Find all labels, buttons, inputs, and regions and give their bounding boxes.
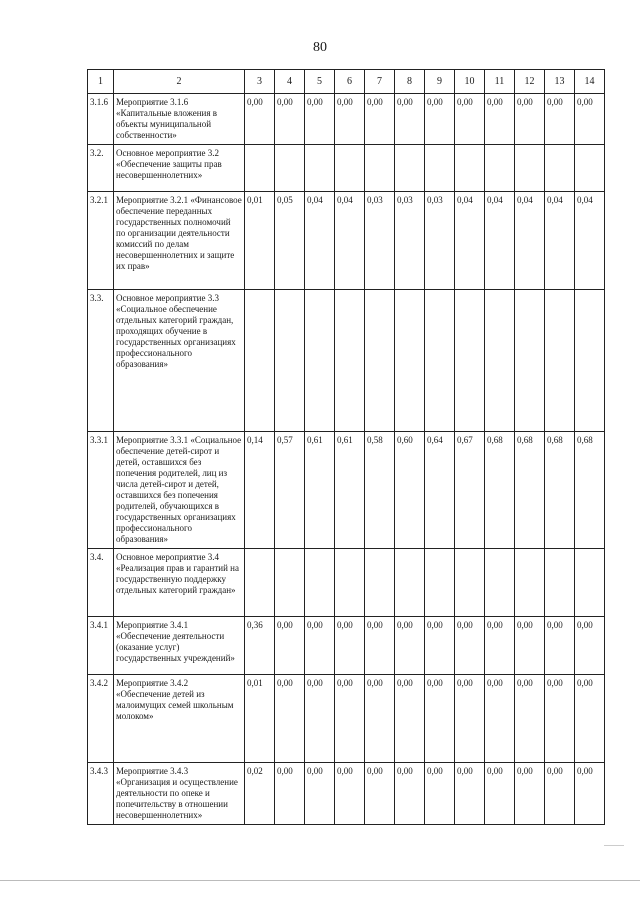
value-cell: 0,04 bbox=[485, 192, 515, 290]
header-cell: 4 bbox=[275, 70, 305, 94]
value-cell bbox=[275, 290, 305, 432]
value-cell: 0,60 bbox=[395, 432, 425, 549]
value-cell: 0,00 bbox=[575, 617, 605, 675]
value-cell bbox=[395, 290, 425, 432]
value-cell: 0,14 bbox=[245, 432, 275, 549]
value-cell: 0,68 bbox=[485, 432, 515, 549]
row-number: 3.3.1 bbox=[88, 432, 114, 549]
activity-name: Мероприятие 3.2.1 «Финансовое обеспечение переданных государственных полномочий по организации деятельности комиссий по делам несовершеннолетних и защите их прав» bbox=[114, 192, 245, 290]
value-cell: 0,00 bbox=[305, 763, 335, 825]
value-cell bbox=[395, 145, 425, 192]
value-cell bbox=[485, 145, 515, 192]
header-cell: 11 bbox=[485, 70, 515, 94]
value-cell: 0,00 bbox=[335, 94, 365, 145]
page-number: 80 bbox=[313, 40, 327, 55]
value-cell: 0,01 bbox=[245, 675, 275, 763]
value-cell: 0,00 bbox=[365, 675, 395, 763]
value-cell bbox=[515, 145, 545, 192]
value-cell: 0,01 bbox=[245, 192, 275, 290]
activity-name: Мероприятие 3.4.2 «Обеспечение детей из малоимущих семей школьным молоком» bbox=[114, 675, 245, 763]
activity-name: Мероприятие 3.4.3 «Организация и осуществление деятельности по опеке и попечительству в отношении несовершеннолетних» bbox=[114, 763, 245, 825]
value-cell: 0,00 bbox=[335, 763, 365, 825]
value-cell bbox=[275, 145, 305, 192]
value-cell: 0,58 bbox=[365, 432, 395, 549]
value-cell: 0,00 bbox=[275, 94, 305, 145]
value-cell: 0,00 bbox=[455, 763, 485, 825]
value-cell bbox=[335, 549, 365, 617]
header-cell: 10 bbox=[455, 70, 485, 94]
header-cell: 14 bbox=[575, 70, 605, 94]
table-row bbox=[88, 549, 605, 617]
value-cell bbox=[245, 290, 275, 432]
value-cell: 0,00 bbox=[485, 763, 515, 825]
value-cell bbox=[275, 549, 305, 617]
value-cell bbox=[245, 145, 275, 192]
value-cell: 0,00 bbox=[335, 675, 365, 763]
value-cell bbox=[365, 290, 395, 432]
value-cell: 0,68 bbox=[575, 432, 605, 549]
value-cell bbox=[425, 549, 455, 617]
header-cell: 7 bbox=[365, 70, 395, 94]
value-cell: 0,00 bbox=[515, 94, 545, 145]
value-cell: 0,00 bbox=[515, 763, 545, 825]
value-cell: 0,00 bbox=[365, 617, 395, 675]
value-cell: 0,00 bbox=[275, 617, 305, 675]
row-number: 3.2.1 bbox=[88, 192, 114, 290]
header-cell: 6 bbox=[335, 70, 365, 94]
value-cell bbox=[455, 290, 485, 432]
header-cell: 12 bbox=[515, 70, 545, 94]
value-cell: 0,64 bbox=[425, 432, 455, 549]
value-cell bbox=[335, 145, 365, 192]
value-cell: 0,03 bbox=[365, 192, 395, 290]
table-row bbox=[88, 763, 605, 825]
value-cell bbox=[575, 549, 605, 617]
value-cell bbox=[365, 549, 395, 617]
header-cell: 13 bbox=[545, 70, 575, 94]
value-cell: 0,00 bbox=[305, 94, 335, 145]
value-cell: 0,00 bbox=[515, 675, 545, 763]
value-cell: 0,68 bbox=[515, 432, 545, 549]
value-cell: 0,04 bbox=[515, 192, 545, 290]
value-cell bbox=[335, 290, 365, 432]
value-cell bbox=[455, 145, 485, 192]
value-cell: 0,05 bbox=[275, 192, 305, 290]
value-cell: 0,00 bbox=[395, 94, 425, 145]
row-number: 3.2. bbox=[88, 145, 114, 192]
value-cell bbox=[395, 549, 425, 617]
scan-artifact-line bbox=[0, 880, 640, 881]
row-number: 3.4.3 bbox=[88, 763, 114, 825]
value-cell: 0,00 bbox=[575, 763, 605, 825]
value-cell: 0,00 bbox=[425, 617, 455, 675]
value-cell: 0,00 bbox=[545, 94, 575, 145]
table-row bbox=[88, 145, 605, 192]
value-cell: 0,00 bbox=[395, 675, 425, 763]
value-cell: 0,61 bbox=[305, 432, 335, 549]
value-cell bbox=[545, 290, 575, 432]
budget-table bbox=[87, 69, 605, 825]
table-row bbox=[88, 94, 605, 145]
value-cell: 0,03 bbox=[395, 192, 425, 290]
table-row bbox=[88, 617, 605, 675]
value-cell: 0,00 bbox=[395, 763, 425, 825]
activity-name: Основное мероприятие 3.4 «Реализация прав и гарантий на государственную поддержку отдельных категорий граждан» bbox=[114, 549, 245, 617]
value-cell bbox=[305, 145, 335, 192]
value-cell: 0,04 bbox=[335, 192, 365, 290]
value-cell: 0,00 bbox=[395, 617, 425, 675]
value-cell: 0,03 bbox=[425, 192, 455, 290]
value-cell: 0,36 bbox=[245, 617, 275, 675]
value-cell: 0,57 bbox=[275, 432, 305, 549]
activity-name: Основное мероприятие 3.2 «Обеспечение защиты прав несовершеннолетних» bbox=[114, 145, 245, 192]
value-cell: 0,67 bbox=[455, 432, 485, 549]
value-cell bbox=[545, 145, 575, 192]
value-cell: 0,00 bbox=[245, 94, 275, 145]
value-cell: 0,00 bbox=[305, 675, 335, 763]
row-number: 3.4.1 bbox=[88, 617, 114, 675]
activity-name: Мероприятие 3.3.1 «Социальное обеспечение детей-сирот и детей, оставшихся без попечения родителей, лиц из числа детей-сирот и детей, оставшихся без попечения родителей, обучающихся в государственных организациях профессионального образования» bbox=[114, 432, 245, 549]
header-cell: 2 bbox=[114, 70, 245, 94]
header-cell: 8 bbox=[395, 70, 425, 94]
value-cell bbox=[365, 145, 395, 192]
value-cell: 0,00 bbox=[485, 617, 515, 675]
value-cell: 0,00 bbox=[485, 94, 515, 145]
value-cell bbox=[575, 290, 605, 432]
value-cell: 0,04 bbox=[575, 192, 605, 290]
value-cell: 0,00 bbox=[455, 94, 485, 145]
header-cell: 1 bbox=[88, 70, 114, 94]
value-cell: 0,61 bbox=[335, 432, 365, 549]
table-row bbox=[88, 432, 605, 549]
value-cell: 0,00 bbox=[425, 763, 455, 825]
row-number: 3.3. bbox=[88, 290, 114, 432]
value-cell: 0,00 bbox=[275, 763, 305, 825]
activity-name: Основное мероприятие 3.3 «Социальное обеспечение отдельных категорий граждан, проходящих обучение в государственных организациях профессионального образования» bbox=[114, 290, 245, 432]
table-row bbox=[88, 290, 605, 432]
value-cell: 0,00 bbox=[335, 617, 365, 675]
value-cell: 0,00 bbox=[575, 675, 605, 763]
value-cell: 0,00 bbox=[455, 675, 485, 763]
value-cell: 0,04 bbox=[545, 192, 575, 290]
value-cell bbox=[305, 549, 335, 617]
header-cell: 5 bbox=[305, 70, 335, 94]
row-number: 3.4. bbox=[88, 549, 114, 617]
value-cell: 0,00 bbox=[545, 675, 575, 763]
value-cell: 0,00 bbox=[545, 617, 575, 675]
value-cell bbox=[575, 145, 605, 192]
value-cell: 0,00 bbox=[485, 675, 515, 763]
value-cell bbox=[515, 290, 545, 432]
value-cell: 0,00 bbox=[365, 94, 395, 145]
value-cell: 0,00 bbox=[425, 675, 455, 763]
value-cell bbox=[305, 290, 335, 432]
value-cell: 0,00 bbox=[545, 763, 575, 825]
table-row bbox=[88, 675, 605, 763]
header-row bbox=[88, 70, 605, 94]
value-cell bbox=[545, 549, 575, 617]
value-cell bbox=[485, 549, 515, 617]
value-cell: 0,00 bbox=[455, 617, 485, 675]
value-cell: 0,02 bbox=[245, 763, 275, 825]
header-cell: 3 bbox=[245, 70, 275, 94]
value-cell bbox=[425, 290, 455, 432]
value-cell: 0,00 bbox=[305, 617, 335, 675]
table-row bbox=[88, 192, 605, 290]
row-number: 3.1.6 bbox=[88, 94, 114, 145]
activity-name: Мероприятие 3.1.6 «Капитальные вложения в объекты муниципальной собственности» bbox=[114, 94, 245, 145]
value-cell bbox=[245, 549, 275, 617]
activity-name: Мероприятие 3.4.1 «Обеспечение деятельности (оказание услуг) государственных учреждений» bbox=[114, 617, 245, 675]
value-cell: 0,04 bbox=[455, 192, 485, 290]
header-cell: 9 bbox=[425, 70, 455, 94]
value-cell bbox=[425, 145, 455, 192]
value-cell bbox=[515, 549, 545, 617]
value-cell: 0,00 bbox=[365, 763, 395, 825]
value-cell: 0,00 bbox=[515, 617, 545, 675]
value-cell bbox=[485, 290, 515, 432]
value-cell: 0,68 bbox=[545, 432, 575, 549]
value-cell: 0,00 bbox=[575, 94, 605, 145]
value-cell: 0,00 bbox=[425, 94, 455, 145]
value-cell: 0,04 bbox=[305, 192, 335, 290]
value-cell bbox=[455, 549, 485, 617]
value-cell: 0,00 bbox=[275, 675, 305, 763]
row-number: 3.4.2 bbox=[88, 675, 114, 763]
scan-artifact bbox=[604, 845, 624, 846]
